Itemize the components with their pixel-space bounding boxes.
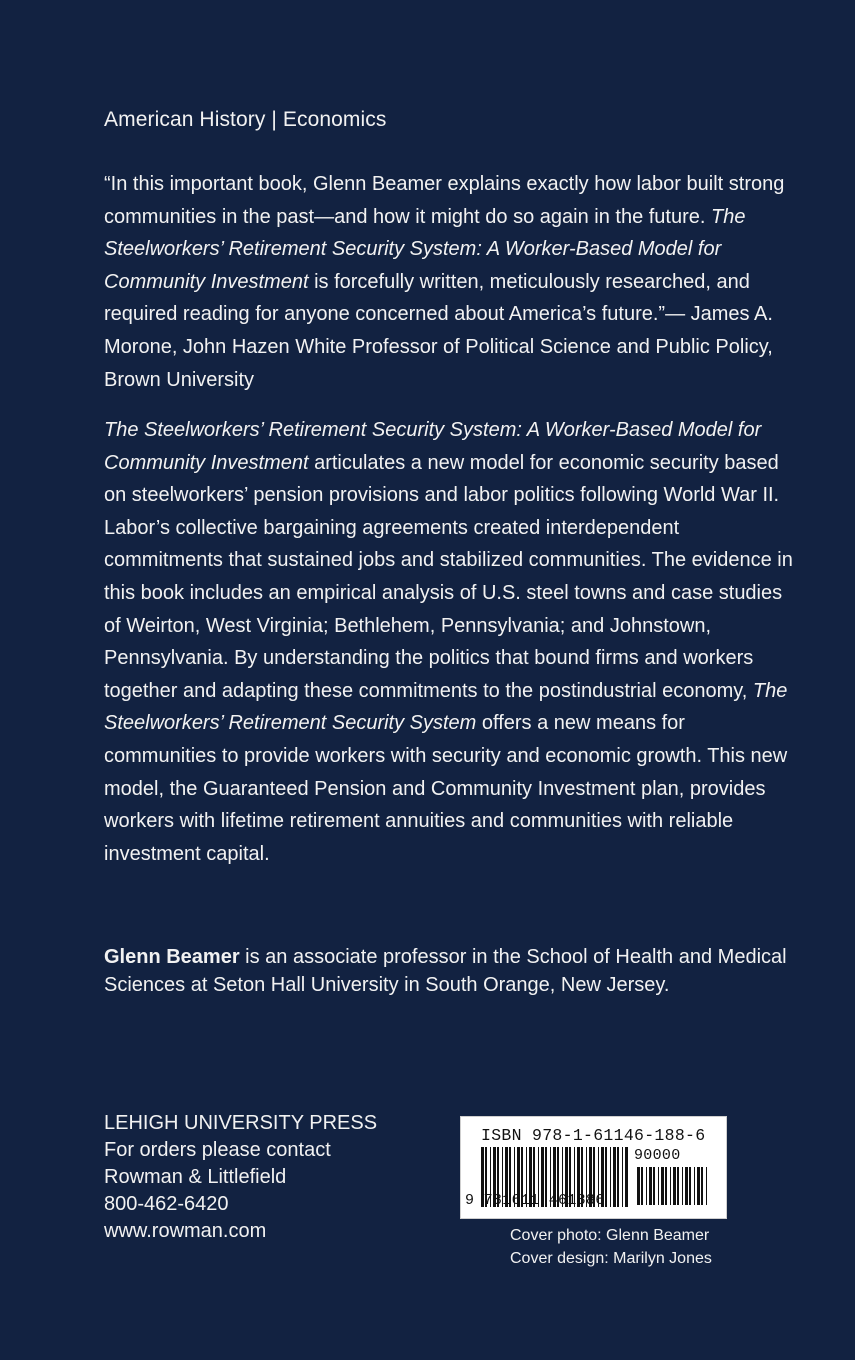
author-bio [104, 944, 794, 999]
publisher-info [104, 1110, 377, 1245]
barcode-bar [617, 1147, 619, 1207]
barcode-bar [689, 1167, 691, 1205]
barcode-bar [673, 1167, 676, 1205]
barcode-bar [605, 1147, 607, 1207]
subject-category: American History | Economics [104, 108, 387, 131]
barcode-ean-digits: 9 781611 461886 [465, 1192, 605, 1209]
description-text-2: offers a new means for communities to provide workers with security and economic growth. This new model, the Guaranteed Pension and Community Investment plan, provides workers with lifetime retirement annuities and communities with reliable investment capital. [104, 712, 788, 865]
barcode-bar [694, 1167, 695, 1205]
quote-book-title: The Steelworkers’ Retirement Security System: A Worker-Based Model for Community Investment [104, 205, 746, 293]
barcode-bar [613, 1147, 616, 1207]
barcode-bar [649, 1167, 652, 1205]
cover-photo-credit: Cover photo: Glenn Beamer [510, 1227, 710, 1244]
description-text-1: articulates a new model for economic security based on steelworkers’ pension provisions and labor politics following World War II. Labor’s collective bargaining agreements created interdependent commitments that sustained jobs and stabilized communities. The evidence in this book includes an empirical analysis of U.S. steel towns and case studies of Weirton, West Virginia; Bethlehem, Pennsylvania; and Johnstown, Pennsylvania. By understanding the politics that bound firms and workers together and adapting these commitments to the postindustrial economy, [104, 451, 793, 702]
publisher-phone: 800-462-6420 [104, 1193, 229, 1215]
barcode-bar [685, 1167, 688, 1205]
barcode-bar [682, 1167, 683, 1205]
cover-credits [510, 1225, 712, 1270]
orders-contact: For orders please contact [104, 1139, 331, 1161]
description-book-title: The Steelworkers’ Retirement Security System: A Worker-Based Model for Community Investment [104, 419, 762, 474]
description-book-title-short: The Steelworkers’ Retirement Security System [104, 679, 788, 735]
barcode-bar [661, 1167, 664, 1205]
quote-text-1: “In this important book, Glenn Beamer explains exactly how labor built strong communities in the past—and how it might do so again in the future. [104, 173, 785, 228]
barcode-bar [697, 1167, 700, 1205]
barcode-bar [646, 1167, 647, 1205]
quote-text-2: is forcefully written, meticulously researched, and required reading for anyone concerned about America’s future.”— James A. Morone, John Hazen White Professor of Political Science and Public Policy, Brown University [104, 270, 773, 391]
book-description [104, 414, 794, 870]
barcode-bar [641, 1167, 643, 1205]
barcode-bar [706, 1167, 707, 1205]
publisher-website: www.rowman.com [104, 1220, 267, 1242]
author-name: Glenn Beamer [104, 946, 240, 968]
cover-design-credit: Cover design: Marilyn Jones [510, 1249, 712, 1267]
barcode-addon-digits: 90000 [634, 1147, 681, 1164]
author-bio-text: is an associate professor in the School of Health and Medical Sciences at Seton Hall University in South Orange, New Jersey. [104, 946, 787, 996]
barcode-bar [610, 1147, 611, 1207]
barcode-bar [622, 1147, 623, 1207]
distributor-name: Rowman & Littlefield [104, 1166, 287, 1188]
isbn-number: ISBN 978-1-61146-188-6 [481, 1126, 706, 1145]
barcode-bar [665, 1167, 667, 1205]
barcode-bar [653, 1167, 655, 1205]
barcode-bar [701, 1167, 703, 1205]
barcode-bar [625, 1147, 628, 1207]
endorsement-quote [104, 168, 794, 396]
publisher-name: LEHIGH UNIVERSITY PRESS [104, 1112, 378, 1134]
barcode-bar [677, 1167, 679, 1205]
barcode-bar [670, 1167, 671, 1205]
barcode-bar [637, 1167, 640, 1205]
barcode-bar [658, 1167, 659, 1205]
isbn-barcode [460, 1116, 727, 1219]
